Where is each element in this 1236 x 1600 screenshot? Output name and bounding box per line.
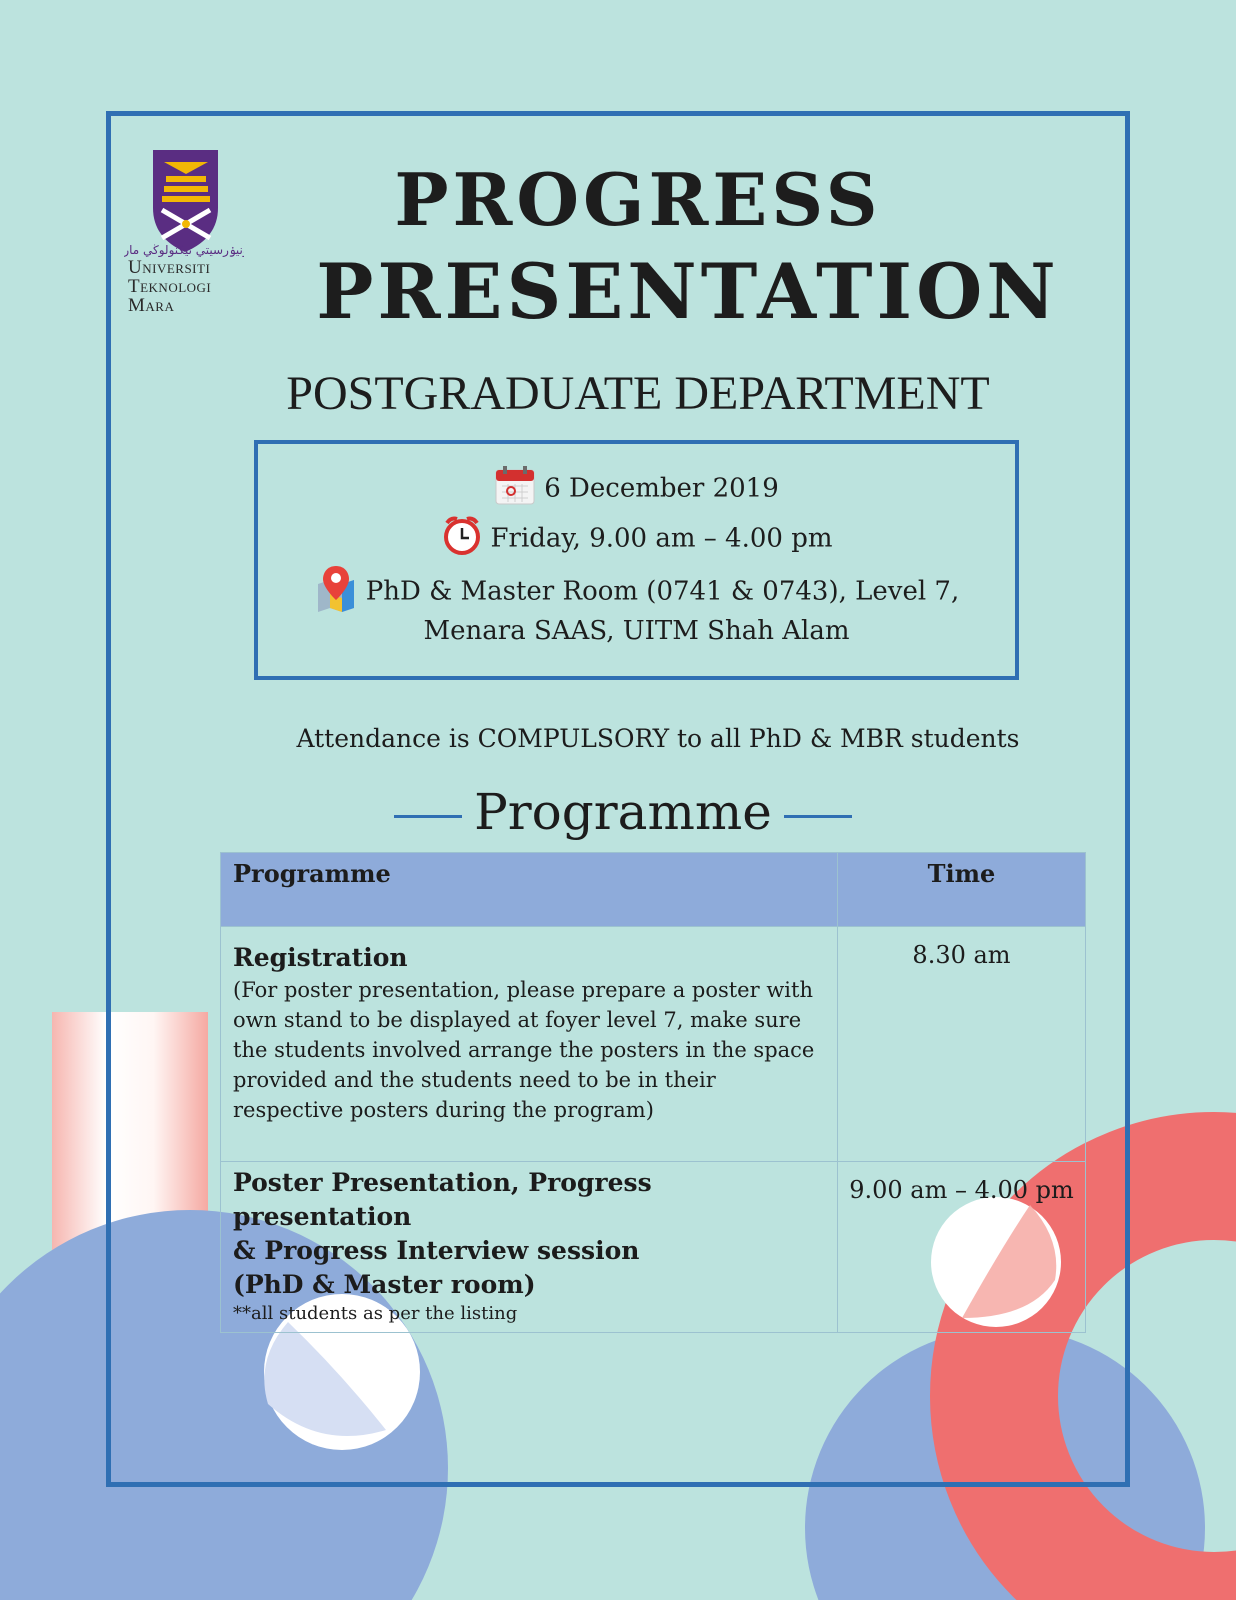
table-row: [221, 1162, 1086, 1333]
header-time: Time: [838, 853, 1086, 927]
event-time: Friday, 9.00 am – 4.00 pm: [490, 523, 833, 554]
row-time: 8.30 am: [838, 927, 1086, 1162]
department-subtitle: POSTGRADUATE DEPARTMENT: [286, 367, 990, 420]
row-title-line-2: & Progress Interview session: [233, 1236, 640, 1265]
map-pin-icon: [314, 564, 358, 621]
venue-text-1: PhD & Master Room (0741 & 0743), Level 7,: [365, 576, 960, 607]
table-row: [221, 927, 1086, 1162]
row-title-line-3: (PhD & Master room): [233, 1270, 536, 1299]
row-description: (For poster presentation, please prepare a poster with own stand to be displayed at foyer level 7, make sure the students involved arrange the posters in the space provided and the students need to be in their respective posters during the program): [233, 978, 815, 1122]
row-note: **all students as per the listing: [233, 1303, 518, 1324]
event-details-box: [254, 440, 1019, 680]
venue-line-1: [258, 564, 1015, 621]
programme-table: [220, 852, 1086, 1333]
alarm-clock-icon: [441, 514, 483, 565]
row-title: Registration: [233, 943, 408, 972]
row-time: 9.00 am – 4.00 pm: [838, 1162, 1086, 1333]
logo-university-name: Universiti Teknologi Mara: [128, 257, 212, 316]
title-line-2: PRESENTATION: [316, 247, 1060, 336]
programme-heading: [0, 782, 1236, 842]
programme-heading-text: Programme: [474, 783, 772, 841]
heading-dash-left: [394, 815, 462, 818]
header-programme: Programme: [221, 853, 838, 927]
event-date: 6 December 2019: [544, 473, 779, 504]
row-programme-cell: [221, 1162, 838, 1333]
date-line: [258, 464, 1015, 515]
calendar-icon: [494, 464, 536, 515]
venue-line-2: Menara SAAS, UITM Shah Alam: [423, 616, 850, 646]
row-title-line-1: Poster Presentation, Progress presentation: [233, 1168, 652, 1231]
attendance-notice: Attendance is COMPULSORY to all PhD & MBR students: [296, 724, 1020, 753]
time-line: [258, 514, 1015, 565]
title-line-1: PROGRESS: [394, 157, 882, 242]
logo-jawi-text: اونيۏرسيتي تيكنولوڬي مارا: [124, 243, 244, 257]
row-programme-cell: [221, 927, 838, 1162]
heading-dash-right: [784, 815, 852, 818]
